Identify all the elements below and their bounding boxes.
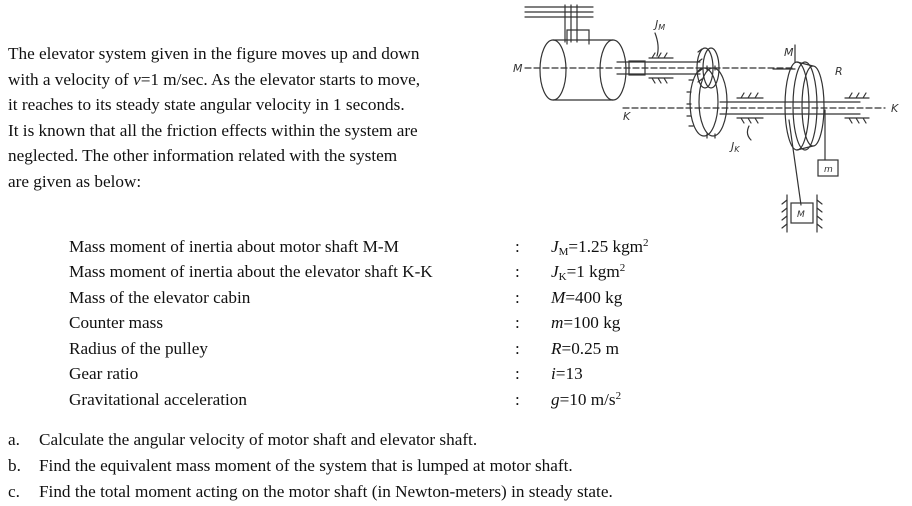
- parameter-row: [69, 362, 701, 388]
- elevator-shaft: [623, 93, 885, 123]
- parameter-label: Gear ratio: [69, 364, 139, 384]
- parameter-row: [69, 285, 701, 311]
- label-counter-mass: m: [824, 165, 833, 175]
- parameter-value: $J_K=1$ kgm$^2$: [551, 262, 626, 284]
- intro-line-6: are given as below:: [8, 171, 142, 191]
- parameter-separator: :: [515, 236, 520, 256]
- motor-cylinder: [540, 30, 626, 100]
- question-marker: b.: [8, 456, 21, 475]
- label-m-right: M: [784, 46, 794, 59]
- parameter-separator: :: [515, 313, 520, 333]
- motor-mount: [525, 5, 593, 42]
- intro-line-1: The elevator system given in the figure moves up and down: [8, 44, 420, 63]
- label-k-right: K: [891, 102, 899, 115]
- parameter-label: Mass moment of inertia about the elevator shaft K-K: [69, 262, 433, 282]
- question-text: Calculate the angular velocity of motor shaft and elevator shaft.: [39, 430, 478, 449]
- question-list: [8, 427, 613, 505]
- parameter-separator: :: [515, 389, 520, 409]
- parameter-label: Counter mass: [69, 313, 164, 333]
- intro-line-5: neglected. The other information related with the system: [8, 146, 398, 166]
- parameter-separator: :: [515, 262, 520, 282]
- parameter-table: [69, 234, 701, 413]
- question-item: [8, 453, 613, 479]
- label-m-left: M: [513, 62, 523, 75]
- question-marker: c.: [8, 482, 20, 501]
- label-k-left: K: [623, 110, 631, 123]
- parameter-value: R=0.25 m: [551, 338, 619, 358]
- question-marker: a.: [8, 430, 20, 449]
- parameter-row: [69, 387, 701, 413]
- label-r: R: [835, 65, 843, 78]
- parameter-row: [69, 260, 701, 286]
- label-cabin: M: [797, 210, 805, 220]
- parameter-row: [69, 234, 701, 260]
- intro-line-3: it reaches to its steady state angular velocity in 1 seconds.: [8, 95, 405, 115]
- parameter-value: i=13: [551, 364, 583, 384]
- intro-line-2: with a velocity of v=1 m/sec. As the elevator starts to move,: [8, 69, 421, 89]
- parameter-separator: :: [515, 364, 520, 384]
- question-text: Find the equivalent mass moment of the system that is lumped at motor shaft.: [39, 456, 573, 475]
- parameter-value: g=10 $m/s^2$: [551, 389, 622, 409]
- parameter-separator: :: [515, 287, 520, 307]
- question-text: Find the total moment acting on the motor shaft (in Newton-meters) in steady state.: [39, 482, 613, 501]
- parameter-row: [69, 311, 701, 337]
- question-item: [8, 427, 613, 453]
- parameter-row: [69, 336, 701, 362]
- parameter-value: M=400 kg: [551, 287, 623, 307]
- label-jm: JM: [655, 18, 666, 32]
- parameter-label: Mass moment of inertia about motor shaft M-M: [69, 236, 399, 256]
- parameter-label: Radius of the pulley: [69, 338, 208, 358]
- label-jk: JK: [731, 140, 740, 154]
- parameter-label: Mass of the elevator cabin: [69, 287, 251, 307]
- parameter-label: Gravitational acceleration: [69, 389, 247, 409]
- question-item: [8, 479, 613, 505]
- parameter-value: m=100 kg: [551, 313, 621, 333]
- intro-line-4: It is known that all the friction effects within the system are: [8, 120, 418, 140]
- problem-intro: [8, 41, 503, 195]
- elevator-system-diagram: [505, 0, 912, 235]
- parameter-value: $J_M=1.25$ kgm$^2$: [551, 236, 649, 258]
- parameter-separator: :: [515, 338, 520, 358]
